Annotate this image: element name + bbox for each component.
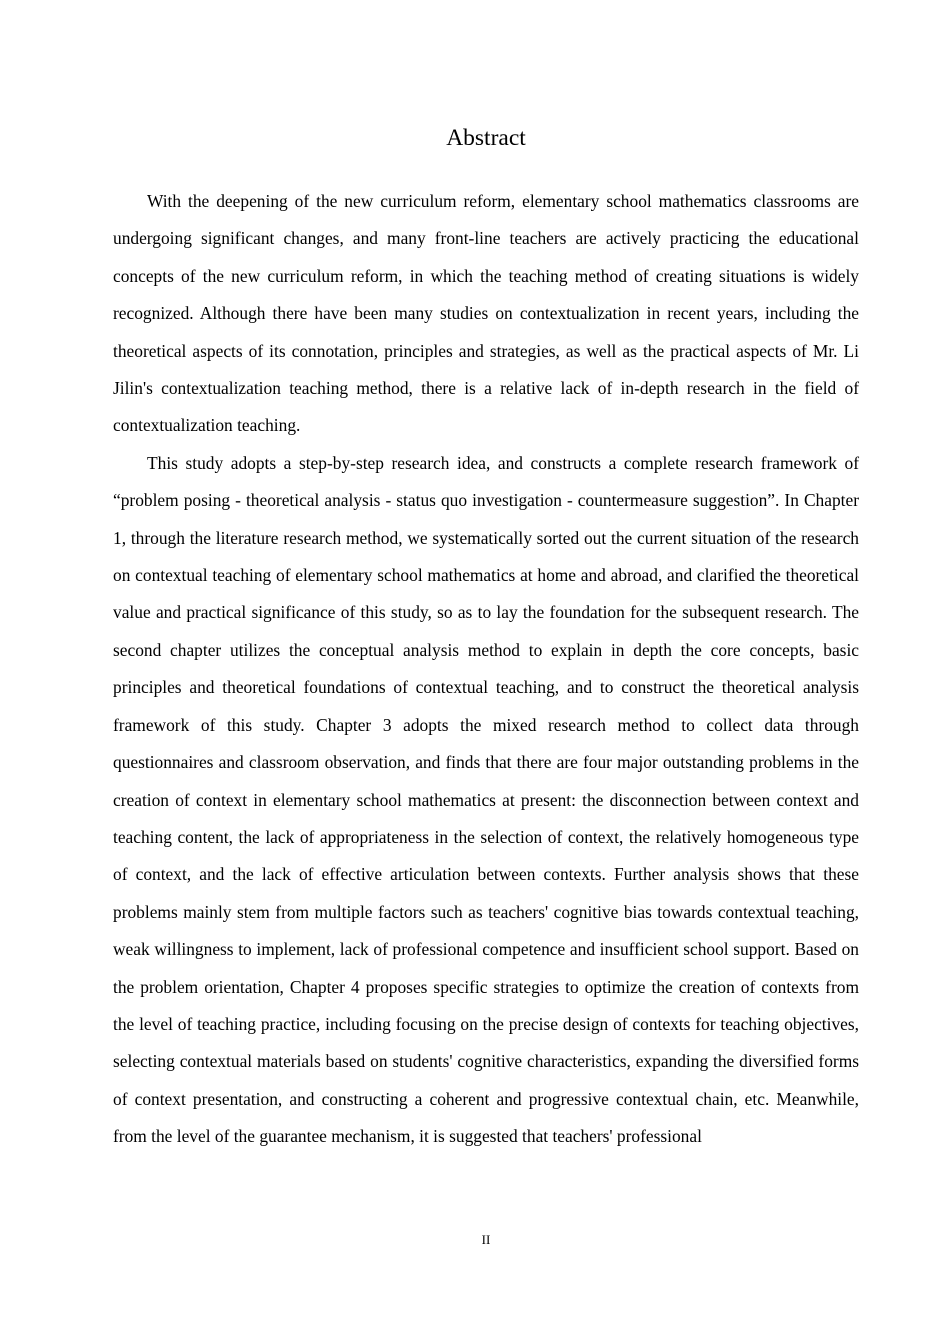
abstract-paragraph-1: With the deepening of the new curriculum reform, elementary school mathematics classrooms are undergoing significant changes, and many front-line teachers are actively practicing the educational concepts of the new curriculum reform, in which the teaching method of creating situations is widely recognized. Although there have been many studies on contextualization in recent years, including the theoretical aspects of its connotation, principles and strategies, as well as the practical aspects of Mr. Li Jilin's contextualization teaching method, there is a relative lack of in-depth research in the field of contextualization teaching. xyxy=(113,191,859,436)
page-number: II xyxy=(481,1232,491,1247)
abstract-paragraph-2: This study adopts a step-by-step research idea, and constructs a complete research framework of “problem posing - theoretical analysis - status quo investigation - countermeasure suggestion”. In Chapter 1, through the literature research method, we systematically sorted out the current situation of the research on contextual teaching of elementary school mathematics at home and abroad, and clarified the theoretical value and practical significance of this study, so as to lay the foundation for the subsequent research. The second chapter utilizes the conceptual analysis method to explain in depth the core concepts, basic principles and theoretical foundations of contextual teaching, and to construct the theoretical analysis framework of this study. Chapter 3 adopts the mixed research method to collect data through questionnaires and classroom observation, and finds that there are four major outstanding problems in the creation of context in elementary school mathematics at present: the disconnection between context and teaching content, the lack of appropriateness in the selection of context, the relatively homogeneous type of context, and the lack of effective articulation between contexts. Further analysis shows that these problems mainly stem from multiple factors such as teachers' cognitive bias towards contextual teaching, weak willingness to implement, lack of professional competence and insufficient school support. Based on the problem orientation, Chapter 4 proposes specific strategies to optimize the creation of contexts from the level of teaching practice, including focusing on the precise design of contexts for teaching objectives, selecting contextual materials based on students' cognitive characteristics, expanding the diversified forms of context presentation, and constructing a coherent and progressive contextual chain, etc. Meanwhile, from the level of the guarantee mechanism, it is suggested that teachers' professional xyxy=(113,452,859,1147)
abstract-body xyxy=(113,183,859,1156)
page-title: Abstract xyxy=(446,125,526,151)
